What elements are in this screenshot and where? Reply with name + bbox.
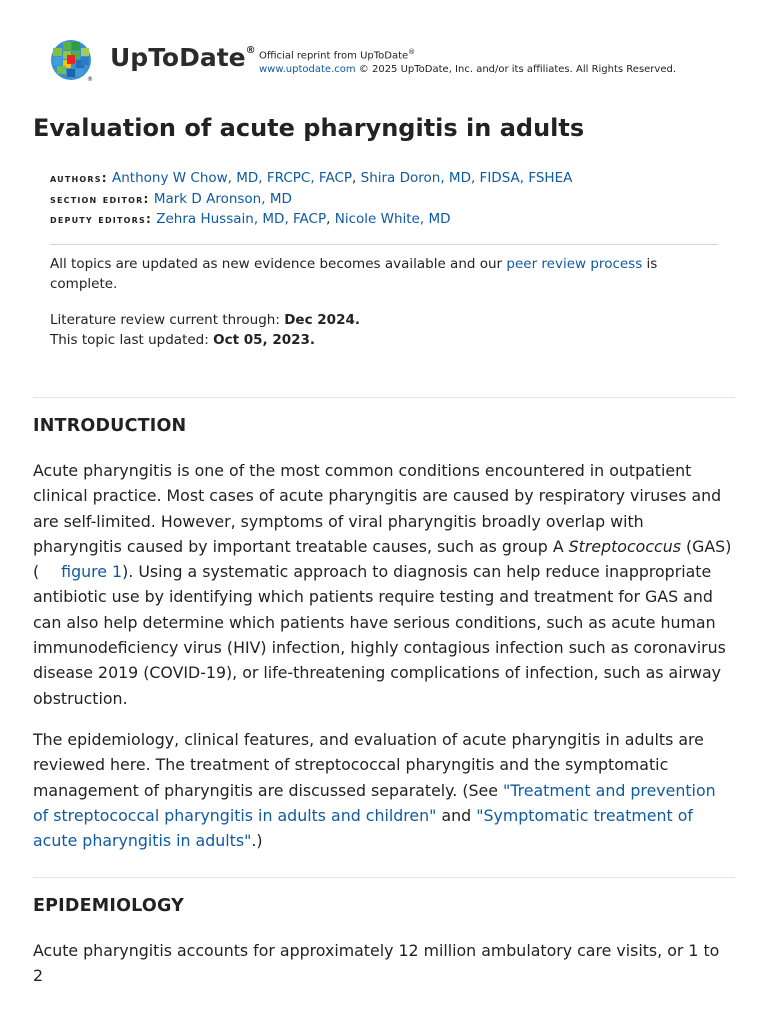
symptomatic-treatment-link[interactable]: "Symptomatic treatment of acute pharyngitis in adults" bbox=[33, 805, 693, 851]
uptodate-logo-text: UpToDate® bbox=[110, 43, 256, 72]
uptodate-logo-icon bbox=[49, 40, 93, 82]
deputy-editors-label: deputy editors: bbox=[50, 212, 152, 226]
section-editor-line bbox=[50, 189, 730, 210]
review-dates bbox=[50, 310, 690, 350]
deputy-editors-line: deputy editors: Zehra Hussain, MD, FACP, Nicole White, MD bbox=[50, 211, 451, 227]
literature-review-line: Literature review current through: Dec 2024. bbox=[50, 312, 360, 328]
peer-review-link[interactable]: peer review process bbox=[506, 256, 643, 272]
contributors bbox=[50, 168, 730, 230]
epidemiology-heading: EPIDEMIOLOGY bbox=[33, 896, 185, 916]
article-title: Evaluation of acute pharyngitis in adults bbox=[33, 114, 585, 142]
author-link[interactable]: Anthony W Chow, MD, FRCPC, FACP bbox=[112, 170, 353, 186]
treatment-topic-link[interactable]: "Treatment and prevention of streptococcal pharyngitis in adults and children" bbox=[33, 780, 716, 825]
intro-paragraph-2: The epidemiology, clinical features, and evaluation of acute pharyngitis in adults are reviewed here. The treatment of streptococcal pharyngitis and the symptomatic management of pharyngitis are discussed separately. (See "Treatment and prevention of streptococcal pharyngitis in adults and children" and "Symptomatic treatment of acute pharyngitis in adults".) bbox=[33, 730, 716, 851]
uptodate-url-link[interactable]: www.uptodate.com bbox=[259, 64, 356, 76]
section-editor-label: section editor: bbox=[50, 191, 150, 206]
epidemiology-paragraph-1: Acute pharyngitis accounts for approximately 12 million ambulatory care visits, or 1 to 2 bbox=[33, 941, 720, 986]
deputy-editor-link[interactable]: Zehra Hussain, MD, FACP bbox=[156, 211, 327, 227]
authors-line: authors: Anthony W Chow, MD, FRCPC, FACP, Shira Doron, MD, FIDSA, FSHEA bbox=[50, 170, 573, 186]
divider bbox=[33, 397, 735, 398]
divider bbox=[33, 877, 735, 878]
figure-1-link[interactable]: figure 1 bbox=[61, 562, 123, 582]
introduction-heading: INTRODUCTION bbox=[33, 416, 187, 436]
last-updated-line: This topic last updated: Oct 05, 2023. bbox=[50, 332, 316, 348]
page-header bbox=[49, 40, 729, 82]
deputy-editor-link[interactable]: Nicole White, MD bbox=[334, 211, 451, 227]
reprint-notice: Official reprint from UpToDate® www.uptodate.com © 2025 UpToDate, Inc. and/or its affiliates. All Rights Reserved. bbox=[259, 48, 677, 76]
authors-label: authors: bbox=[50, 171, 108, 185]
section-editor-link[interactable]: Mark D Aronson, MD bbox=[153, 190, 292, 207]
update-notice: All topics are updated as new evidence becomes available and our peer review process is complete. bbox=[50, 256, 658, 292]
svg-text:®: ® bbox=[87, 76, 93, 82]
divider bbox=[50, 244, 718, 245]
intro-paragraph-1: Acute pharyngitis is one of the most common conditions encountered in outpatient clinical practice. Most cases of acute pharyngitis are caused by respiratory viruses and are self-limited. However, symptoms of viral pharyngitis broadly overlap with pharyngitis caused by important treatable causes, such as group A Streptococcus (GAS) ( figure 1). Using a systematic approach to diagnosis can help reduce inappropriate antibiotic use by identifying which patients require testing and treatment for GAS and can also help determine which patients have serious conditions, such as acute human immunodeficiency virus (HIV) infection, highly contagious infection such as coronavirus disease 2019 (COVID-19), or life-threatening complications of infection, such as airway obstruction. bbox=[33, 461, 732, 708]
author-link[interactable]: Shira Doron, MD, FIDSA, FSHEA bbox=[360, 170, 573, 186]
